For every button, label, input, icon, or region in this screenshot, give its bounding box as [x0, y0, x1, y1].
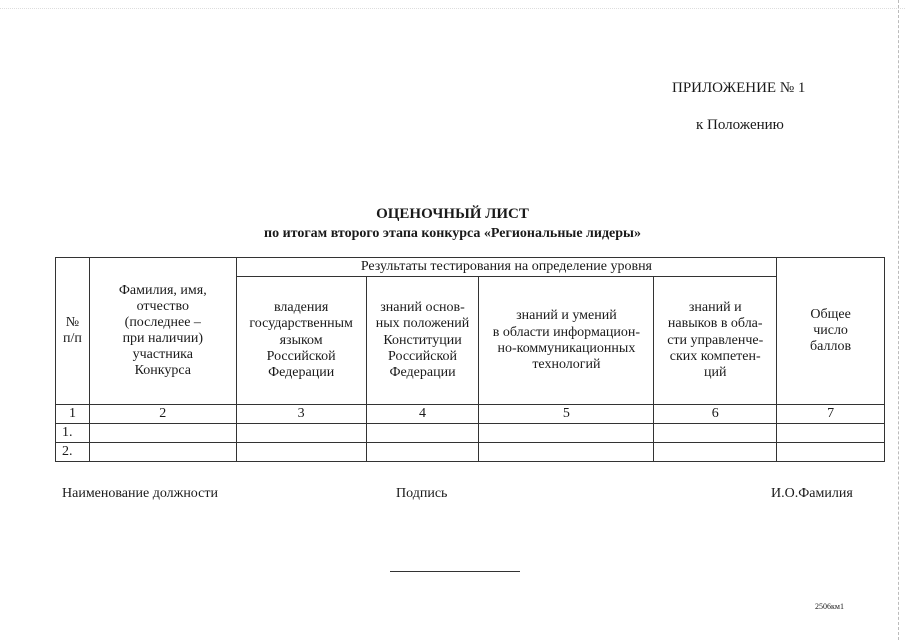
header-total-score: Общее число баллов — [777, 258, 885, 405]
table-cell — [654, 443, 777, 462]
scan-artifact-top — [0, 8, 905, 10]
column-number: 2 — [89, 405, 236, 424]
header-management: знаний и навыков в обла- сти управленче- ских компетен- ций — [654, 277, 777, 405]
evaluation-table — [55, 257, 885, 462]
table-cell — [366, 443, 479, 462]
header-it-skills: знаний и умений в области информацион- но-коммуникационных технологий — [479, 277, 654, 405]
table-cell — [479, 424, 654, 443]
table-cell — [777, 424, 885, 443]
header-number: № п/п — [56, 258, 90, 405]
header-full-name: Фамилия, имя, отчество (последнее – при наличии) участника Конкурса — [89, 258, 236, 405]
column-number: 1 — [56, 405, 90, 424]
table-cell — [366, 424, 479, 443]
table-cell — [236, 424, 366, 443]
column-number: 6 — [654, 405, 777, 424]
column-number: 4 — [366, 405, 479, 424]
document-subtitle: по итогам второго этапа конкурса «Региональные лидеры» — [264, 226, 641, 241]
table-row — [56, 424, 885, 443]
column-number: 7 — [777, 405, 885, 424]
row-number: 2. — [56, 443, 90, 462]
document-title: ОЦЕНОЧНЫЙ ЛИСТ — [376, 206, 529, 222]
row-number: 1. — [56, 424, 90, 443]
table-cell — [654, 424, 777, 443]
column-number-row — [56, 405, 885, 424]
signature-sign-label: Подпись — [396, 486, 448, 501]
table-row — [56, 443, 885, 462]
table-cell — [89, 424, 236, 443]
column-number: 3 — [236, 405, 366, 424]
table-cell — [89, 443, 236, 462]
signature-line — [390, 571, 520, 572]
header-testing-results: Результаты тестирования на определение уровня — [236, 258, 776, 277]
document-code: 2506км1 — [815, 602, 844, 611]
regulation-reference: к Положению — [696, 117, 784, 133]
header-constitution: знаний основ- ных положений Конституции Российской Федерации — [366, 277, 479, 405]
table-cell — [479, 443, 654, 462]
column-number: 5 — [479, 405, 654, 424]
table-cell — [236, 443, 366, 462]
signature-name-label: И.О.Фамилия — [771, 486, 853, 501]
scan-artifact-edge — [897, 0, 899, 640]
appendix-label: ПРИЛОЖЕНИЕ № 1 — [672, 80, 806, 96]
table-cell — [777, 443, 885, 462]
signature-position-label: Наименование должности — [62, 486, 218, 501]
header-state-language: владения государственным языком Российской Федерации — [236, 277, 366, 405]
